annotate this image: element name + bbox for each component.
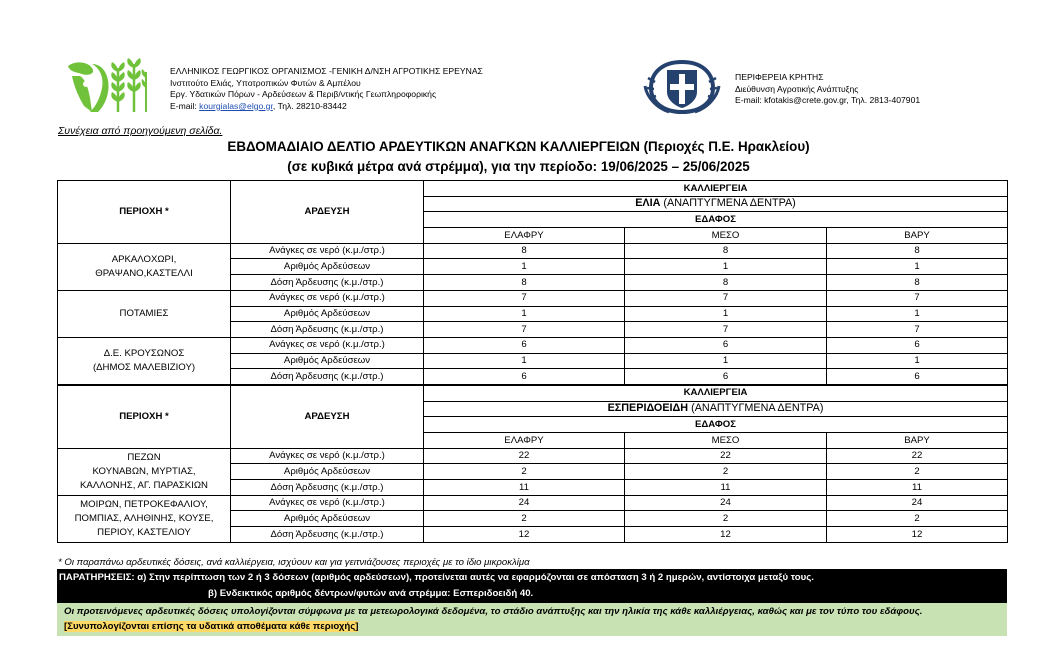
region-name-line: ΠΕΖΩΝ <box>127 452 161 464</box>
value-cell: 7 <box>424 322 625 338</box>
measure-label: Ανάγκες σε νερό (κ.μ./στρ.) <box>231 337 424 353</box>
organization-info <box>170 66 483 112</box>
region-name-line: ΠΟΜΠΙΑΣ, ΑΛΗΘΙΝΗΣ, ΚΟΥΣΕ, <box>74 512 214 524</box>
org-name: ΕΛΛΗΝΙΚΟΣ ΓΕΩΡΓΙΚΟΣ ΟΡΓΑΝΙΣΜΟΣ -ΓΕΝΙΚΗ Δ/ΝΣΗ ΑΓΡΟΤΙΚΗΣ ΕΡΕΥΝΑΣ <box>170 66 483 76</box>
note-b: β) Ενδεικτικός αριθμός δέντρων/φυτών ανά στρέμμα: Εσπεριδοειδή 40. <box>208 588 534 599</box>
value-cell: 8 <box>827 275 1008 291</box>
crop-detail: (ΑΝΑΠΤΥΓΜΕΝΑ ΔΕΝΤΡΑ) <box>688 402 824 415</box>
advice-box <box>57 603 1007 636</box>
region-header: ΠΕΡΙΟΧΗ * <box>58 181 231 244</box>
contact-line <box>170 101 483 113</box>
soil-header: ΕΔΑΦΟΣ <box>424 417 1008 433</box>
soil-type-1: ΜΕΣΟ <box>625 228 827 244</box>
measure-label: Δόση Άρδευσης (κ.μ./στρ.) <box>231 527 424 543</box>
region-name-cell <box>58 495 231 542</box>
soil-type-2: ΒΑΡΥ <box>827 433 1008 449</box>
region-header: ΠΕΡΙΟΧΗ * <box>58 385 231 448</box>
crop-name-cell <box>424 401 1008 417</box>
irrigation-header: ΑΡΔΕΥΣΗ <box>231 181 424 244</box>
soil-header: ΕΔΑΦΟΣ <box>424 212 1008 228</box>
measure-label: Αριθμός Αρδεύσεων <box>231 464 424 480</box>
measure-label: Δόση Άρδευσης (κ.μ./στρ.) <box>231 275 424 291</box>
crop-header: ΚΑΛΛΙΕΡΓΕΙΑ <box>424 181 1008 197</box>
value-cell: 2 <box>625 511 827 527</box>
soil-type-2: ΒΑΡΥ <box>827 228 1008 244</box>
note-a <box>59 572 814 583</box>
notes-label: ΠΑΡΑΤΗΡΗΣΕΙΣ: <box>59 572 135 583</box>
crop-name: ΕΛΙΑ <box>635 197 661 210</box>
table-row <box>58 337 1008 353</box>
table-row <box>58 448 1008 464</box>
measure-label: Αριθμός Αρδεύσεων <box>231 511 424 527</box>
value-cell: 7 <box>625 322 827 338</box>
crop-header: ΚΑΛΛΙΕΡΓΕΙΑ <box>424 385 1008 401</box>
value-cell: 11 <box>827 480 1008 496</box>
elgo-logo <box>62 58 154 114</box>
email-label: E-mail: <box>170 100 197 111</box>
measure-label: Αριθμός Αρδεύσεων <box>231 259 424 275</box>
note-a-text: α) Στην περίπτωση των 2 ή 3 δόσεων (αριθμός αρδεύσεων), προτείνεται αυτές να εφαρμόζονται σε απόσταση 3 ή 2 ημερών, αντίστοιχα μεταξύ τους. <box>134 572 814 583</box>
value-cell: 1 <box>625 259 827 275</box>
value-cell: 2 <box>424 464 625 480</box>
bulletin-subtitle: (σε κυβικά μέτρα ανά στρέμμα), για την περίοδο: 19/06/2025 – 25/06/2025 <box>287 159 750 174</box>
measure-label: Ανάγκες σε νερό (κ.μ./στρ.) <box>231 290 424 306</box>
region-name-line: ΠΕΡΙΟΥ, ΚΑΣΤΕΛΙΟΥ <box>97 526 191 538</box>
table-row <box>58 243 1008 259</box>
region-name-cell <box>58 337 231 385</box>
value-cell: 1 <box>827 306 1008 322</box>
value-cell: 8 <box>827 243 1008 259</box>
advice-main: Οι προτεινόμενες αρδευτικές δόσεις υπολογίζονται σύμφωνα με τα μετεωρολογικά δεδομένα, το στάδιο ανάπτυξης και την ηλικία της κάθε καλλιέργειας, καθώς και με τον τύπο του εδάφους. <box>64 606 923 617</box>
value-cell: 6 <box>625 337 827 353</box>
value-cell: 7 <box>424 290 625 306</box>
bulletin-title: ΕΒΔΟΜΑΔΙΑΙΟ ΔΕΛΤΙΟ ΑΡΔΕΥΤΙΚΩΝ ΑΝΑΓΚΩΝ ΚΑΛΛΙΕΡΓΕΙΩΝ (Περιοχές Π.Ε. Ηρακλείου) <box>227 139 810 154</box>
table-row <box>58 495 1008 511</box>
region-name-line: Δ.Ε. ΚΡΟΥΣΩΝΟΣ <box>103 348 185 360</box>
region-info <box>735 72 920 107</box>
region-name-line: ΘΡΑΨΑΝΟ,ΚΑΣΤΕΛΛΙ <box>95 267 193 279</box>
value-cell: 8 <box>625 243 827 259</box>
region-contact: E-mail: kfotakis@crete.gov.gr, Τηλ. 2813-407901 <box>735 95 921 106</box>
value-cell: 7 <box>827 322 1008 338</box>
value-cell: 12 <box>827 527 1008 543</box>
value-cell: 1 <box>625 306 827 322</box>
value-cell: 2 <box>827 511 1008 527</box>
value-cell: 1 <box>424 259 625 275</box>
value-cell: 6 <box>827 337 1008 353</box>
value-cell: 24 <box>625 495 827 511</box>
value-cell: 2 <box>827 464 1008 480</box>
measure-label: Δόση Άρδευσης (κ.μ./στρ.) <box>231 369 424 385</box>
value-cell: 6 <box>625 369 827 385</box>
value-cell: 12 <box>625 527 827 543</box>
value-cell: 1 <box>827 259 1008 275</box>
value-cell: 1 <box>827 353 1008 369</box>
soil-type-0: ΕΛΑΦΡΥ <box>424 433 625 449</box>
footnote: * Οι παραπάνω αρδευτικές δόσεις, ανά καλλιέργεια, ισχύουν και για γειτνιάζουσες περιοχές με το ίδιο μικροκλίμα <box>58 557 530 568</box>
phone-text: , Τηλ. 28210-83442 <box>272 100 347 111</box>
continued-note: Συνέχεια από προηγούμενη σελίδα. <box>58 125 223 137</box>
soil-type-0: ΕΛΑΦΡΥ <box>424 228 625 244</box>
value-cell: 6 <box>424 337 625 353</box>
value-cell: 24 <box>827 495 1008 511</box>
region-name-line: ΚΑΛΛΟΝΗΣ, ΑΓ. ΠΑΡΑΣΚΙΩΝ <box>80 479 208 491</box>
irrigation-table-body <box>58 181 1008 543</box>
region-name-cell <box>58 290 231 337</box>
region-name: ΠΕΡΙΦΕΡΕΙΑ ΚΡΗΤΗΣ <box>735 72 824 82</box>
email-link[interactable]: kourgialas@elgo.gr <box>199 100 273 111</box>
value-cell: 8 <box>424 243 625 259</box>
measure-label: Δόση Άρδευσης (κ.μ./στρ.) <box>231 322 424 338</box>
value-cell: 2 <box>625 464 827 480</box>
value-cell: 7 <box>625 290 827 306</box>
crop-detail: (ΑΝΑΠΤΥΓΜΕΝΑ ΔΕΝΤΡΑ) <box>660 197 796 210</box>
value-cell: 22 <box>424 448 625 464</box>
value-cell: 24 <box>424 495 625 511</box>
measure-label: Ανάγκες σε νερό (κ.μ./στρ.) <box>231 495 424 511</box>
value-cell: 6 <box>827 369 1008 385</box>
value-cell: 6 <box>424 369 625 385</box>
table-row <box>58 290 1008 306</box>
region-name-line: ΜΟΙΡΩΝ, ΠΕΤΡΟΚΕΦΑΛΙΟΥ, <box>80 499 208 511</box>
measure-label: Ανάγκες σε νερό (κ.μ./στρ.) <box>231 243 424 259</box>
value-cell: 2 <box>424 511 625 527</box>
region-name-line: ΠΟΤΑΜΙΕΣ <box>119 308 169 320</box>
value-cell: 22 <box>625 448 827 464</box>
value-cell: 12 <box>424 527 625 543</box>
soil-type-1: ΜΕΣΟ <box>625 433 827 449</box>
directorate-name: Διεύθυνση Αγροτικής Ανάπτυξης <box>735 83 859 94</box>
value-cell: 1 <box>625 353 827 369</box>
value-cell: 8 <box>424 275 625 291</box>
institute-name: Ινστιτούτο Ελιάς, Υποτροπικών Φυτών & Αμπέλου <box>170 77 361 88</box>
measure-label: Δόση Άρδευσης (κ.μ./στρ.) <box>231 480 424 496</box>
value-cell: 11 <box>625 480 827 496</box>
notes-box <box>57 569 1007 603</box>
letterhead <box>0 0 1037 125</box>
measure-label: Αριθμός Αρδεύσεων <box>231 306 424 322</box>
lab-name: Εργ. Υδατικών Πόρων - Αρδεύσεων & Περιβ/ντικής Γεωπληροφορικής <box>170 89 437 100</box>
region-name-line: ΚΟΥΝΑΒΩΝ, ΜΥΡΤΙΑΣ, <box>92 465 196 477</box>
crop-name: ΕΣΠΕΡΙΔΟΕΙΔΗ <box>607 402 689 415</box>
value-cell: 1 <box>424 353 625 369</box>
region-name-cell <box>58 243 231 290</box>
region-name-line: (ΔΗΜΟΣ ΜΑΛΕΒΙΖΙΟΥ) <box>92 361 196 373</box>
value-cell: 7 <box>827 290 1008 306</box>
value-cell: 8 <box>625 275 827 291</box>
value-cell: 22 <box>827 448 1008 464</box>
irrigation-header: ΑΡΔΕΥΣΗ <box>231 385 424 448</box>
greek-emblem-icon <box>643 58 721 116</box>
measure-label: Ανάγκες σε νερό (κ.μ./στρ.) <box>231 448 424 464</box>
measure-label: Αριθμός Αρδεύσεων <box>231 353 424 369</box>
advice-highlight: [Συνυπολογίζονται επίσης τα υδατικά αποθέματα κάθε περιοχής] <box>64 621 359 632</box>
region-name-line: ΑΡΚΑΛΟΧΩΡΙ, <box>111 254 177 266</box>
advice-text <box>64 604 1004 634</box>
value-cell: 1 <box>424 306 625 322</box>
value-cell: 11 <box>424 480 625 496</box>
crop-name-cell <box>424 196 1008 212</box>
irrigation-table <box>57 180 1008 543</box>
region-name-cell <box>58 448 231 495</box>
